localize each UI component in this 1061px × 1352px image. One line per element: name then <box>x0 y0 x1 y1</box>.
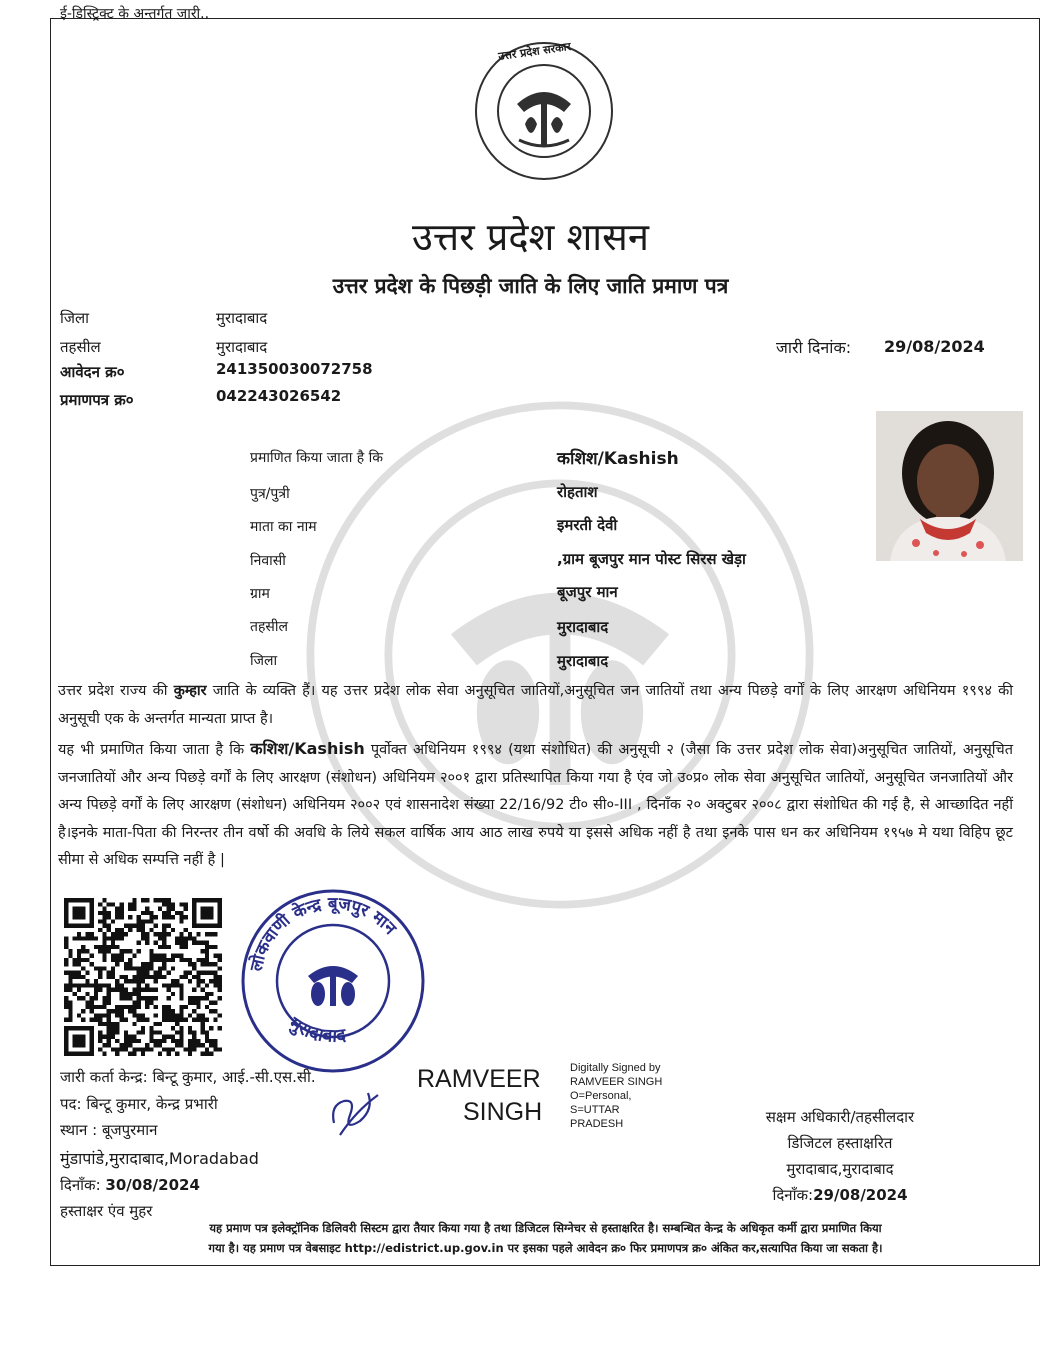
para2-pre: यह भी प्रमाणित किया जाता है कि <box>58 742 251 758</box>
issuer-date <box>60 1175 200 1195</box>
detail-value-father: रोहताश <box>557 483 598 501</box>
para1-pre: उत्तर प्रदेश राज्य की <box>58 683 174 699</box>
official-stamp-icon <box>238 886 428 1076</box>
para2-post: पूर्वोक्त अधिनियम १९९४ (यथा संशोधित) की अनुसूची २ (जैसा कि उत्तर प्रदेश लोक सेवा)अनुसूचित जातियों, अनुसूचित जनजातियों और अन्य पिछड़े वर्गों के लिए आरक्षण (संशोधन) अधिनियम २००१ द्वारा प्रतिस्थापित किया गया है एंव जो उ०प्र० लोक सेवा अनुसूचित जातियों, अनुसूचित जनजातियों और अन्य पिछड़े वर्गों के लिए आरक्षण (संशोधन) अधिनियम २००२ एवं शासनादेश संख्या 22/16/92 टी० सी०-III , दिनाँक २० अक्टुबर २००८ द्वारा संशोधित की गई है, से आच्छादित नहीं है।इनके माता-पिता की निरन्तर तीन वर्षो की अवधि के लिये सकल वार्षिक आय आठ लाख रुपये या इससे अधिक नहीं है तथा इनके पास धन कर अधिनियम १९५७ मे यथा विहिप छूट सीमा से अधिक सम्पत्ति नहीं है | <box>58 742 1014 868</box>
signature-scribble-icon <box>320 1075 390 1145</box>
issuer-center-value: बिन्टू कुमार, आई.-सी.एस.सी. <box>152 1068 316 1086</box>
officer-place: मुरादाबाद,मुरादाबाद <box>786 1160 894 1178</box>
issuer-date-label: दिनाँक: <box>60 1176 101 1194</box>
up-government-emblem-icon <box>473 40 615 182</box>
officer-title: सक्षम अधिकारी/तहसीलदार <box>765 1108 915 1126</box>
officer-date <box>700 1182 980 1208</box>
field-value-application-no: 241350030072758 <box>216 360 373 378</box>
issuer-center-label: जारी कर्ता केन्द्र: <box>60 1068 148 1086</box>
svg-text:लोकवाणी केन्द्र बूजपुर मान <box>245 894 400 974</box>
svg-text:मुरादाबाद <box>284 1012 348 1047</box>
issuer-address: मुंडापांडे,मुरादाबाद,Moradabad <box>60 1149 259 1168</box>
officer-digital-sign: डिजिटल हस्ताक्षरित <box>787 1134 893 1152</box>
stamp-bottom-text: मुरादाबाद <box>285 1013 347 1047</box>
field-value-tehsil: मुरादाबाद <box>216 338 268 356</box>
top-note: ई-डिस्ट्रिक्ट के अन्तर्गत जारी.. <box>60 6 210 22</box>
signature-detail-line: RAMVEER SINGH <box>570 1076 663 1088</box>
detail-label-certify: प्रमाणित किया जाता है कि <box>250 450 384 466</box>
stamp-ring-text: लोकवाणी केन्द्र बूजपुर मान <box>246 893 400 974</box>
footer-line: गया है। यह प्रमाण पत्र वेबसाइट http://edistrict.up.gov.in पर इसका पहले आवेदन क्र० फिर प्रमाणपत्र क्र० अंकित कर,सत्यापित किया जा सकता है। <box>208 1241 883 1255</box>
detail-value-district: मुरादाबाद <box>557 652 609 670</box>
issuer-post-value: बिन्टू कुमार, केन्द्र प्रभारी <box>86 1095 218 1113</box>
certification-paragraph <box>58 735 1013 875</box>
detail-label-district: जिला <box>250 653 278 669</box>
signature-detail-line: O=Personal, <box>570 1090 632 1102</box>
qr-code-icon <box>64 898 222 1056</box>
emblem-text: उत्तर प्रदेश सरकार <box>497 39 572 64</box>
officer-date-label: दिनाँक: <box>772 1186 814 1204</box>
issuer-place-value: बूजपुरमान <box>101 1121 158 1139</box>
issuer-place <box>60 1120 157 1140</box>
para1-post: जाति के व्यक्ति हैं। यह उत्तर प्रदेश लोक सेवा अनुसूचित जातियों,अनुसूचित जन जातियों तथा अन्य पिछड़े वर्गों के लिए आरक्षण अधिनियम १९९४ की अनुसूची एक के अन्तर्गत मान्यता प्राप्त है। <box>58 683 1013 727</box>
field-label-tehsil: तहसील <box>60 338 101 356</box>
issuer-date-value: 30/08/2024 <box>105 1176 200 1194</box>
signature-detail-line: S=UTTAR <box>570 1104 620 1116</box>
page-title: उत्तर प्रदेश शासन <box>412 215 649 259</box>
field-label-district: जिला <box>60 309 90 327</box>
detail-value-name: कशिश/Kashish <box>557 449 679 469</box>
field-label-certificate-no: प्रमाणपत्र क्र० <box>60 391 134 409</box>
issuer-place-label: स्थान : <box>60 1121 98 1139</box>
detail-label-resident: निवासी <box>250 553 286 569</box>
signer-name-line1: RAMVEER <box>417 1065 541 1093</box>
certificate-subtitle: उत्तर प्रदेश के पिछड़ी जाति के लिए जाति प्रमाण पत्र <box>332 274 729 298</box>
field-label-application-no: आवेदन क्र० <box>60 363 125 381</box>
field-value-district: मुरादाबाद <box>216 309 268 327</box>
caste-name: कुम्हार <box>173 683 207 699</box>
footer-line: यह प्रमाण पत्र इलेक्ट्रॉनिक डिलिवरी सिस्टम द्वारा तैयार किया गया है तथा डिजिटल सिग्नेचर से हस्ताक्षरित है। सम्बन्धित केन्द्र के अधिकृत कर्मी द्वारा प्रमाणित किया <box>209 1221 882 1235</box>
issue-date: 29/08/2024 <box>884 337 985 356</box>
signature-details <box>570 1061 662 1131</box>
officer-block <box>700 1104 980 1208</box>
detail-label-tehsil: तहसील <box>250 619 288 635</box>
footer-note <box>58 1218 1033 1258</box>
detail-value-village: बूजपुर मान <box>557 583 618 601</box>
issuer-post <box>60 1094 218 1114</box>
detail-label-village: ग्राम <box>250 586 270 602</box>
applicant-photo <box>876 411 1023 561</box>
signature-detail-line: Digitally Signed by <box>570 1062 661 1074</box>
detail-value-mother: इमरती देवी <box>557 516 618 534</box>
issuer-center <box>60 1067 316 1087</box>
detail-value-tehsil: मुरादाबाद <box>557 618 609 636</box>
caste-paragraph <box>58 678 1013 733</box>
para2-applicant-name: कशिश/Kashish <box>250 739 365 758</box>
detail-label-mother: माता का नाम <box>250 519 317 535</box>
detail-value-resident: ,ग्राम बूजपुर मान पोस्ट सिरस खेड़ा <box>557 550 746 568</box>
issuer-post-label: पद: <box>60 1095 82 1113</box>
signature-detail-line: PRADESH <box>570 1118 624 1130</box>
detail-label-son-daughter: पुत्र/पुत्री <box>250 486 290 502</box>
issue-date-label: जारी दिनांक: <box>776 338 852 357</box>
officer-date-value: 29/08/2024 <box>813 1186 908 1204</box>
field-value-certificate-no: 042243026542 <box>216 387 342 405</box>
signer-name-line2: SINGH <box>463 1098 543 1126</box>
sign-and-seal-label: हस्ताक्षर एंव मुहर <box>60 1202 153 1220</box>
